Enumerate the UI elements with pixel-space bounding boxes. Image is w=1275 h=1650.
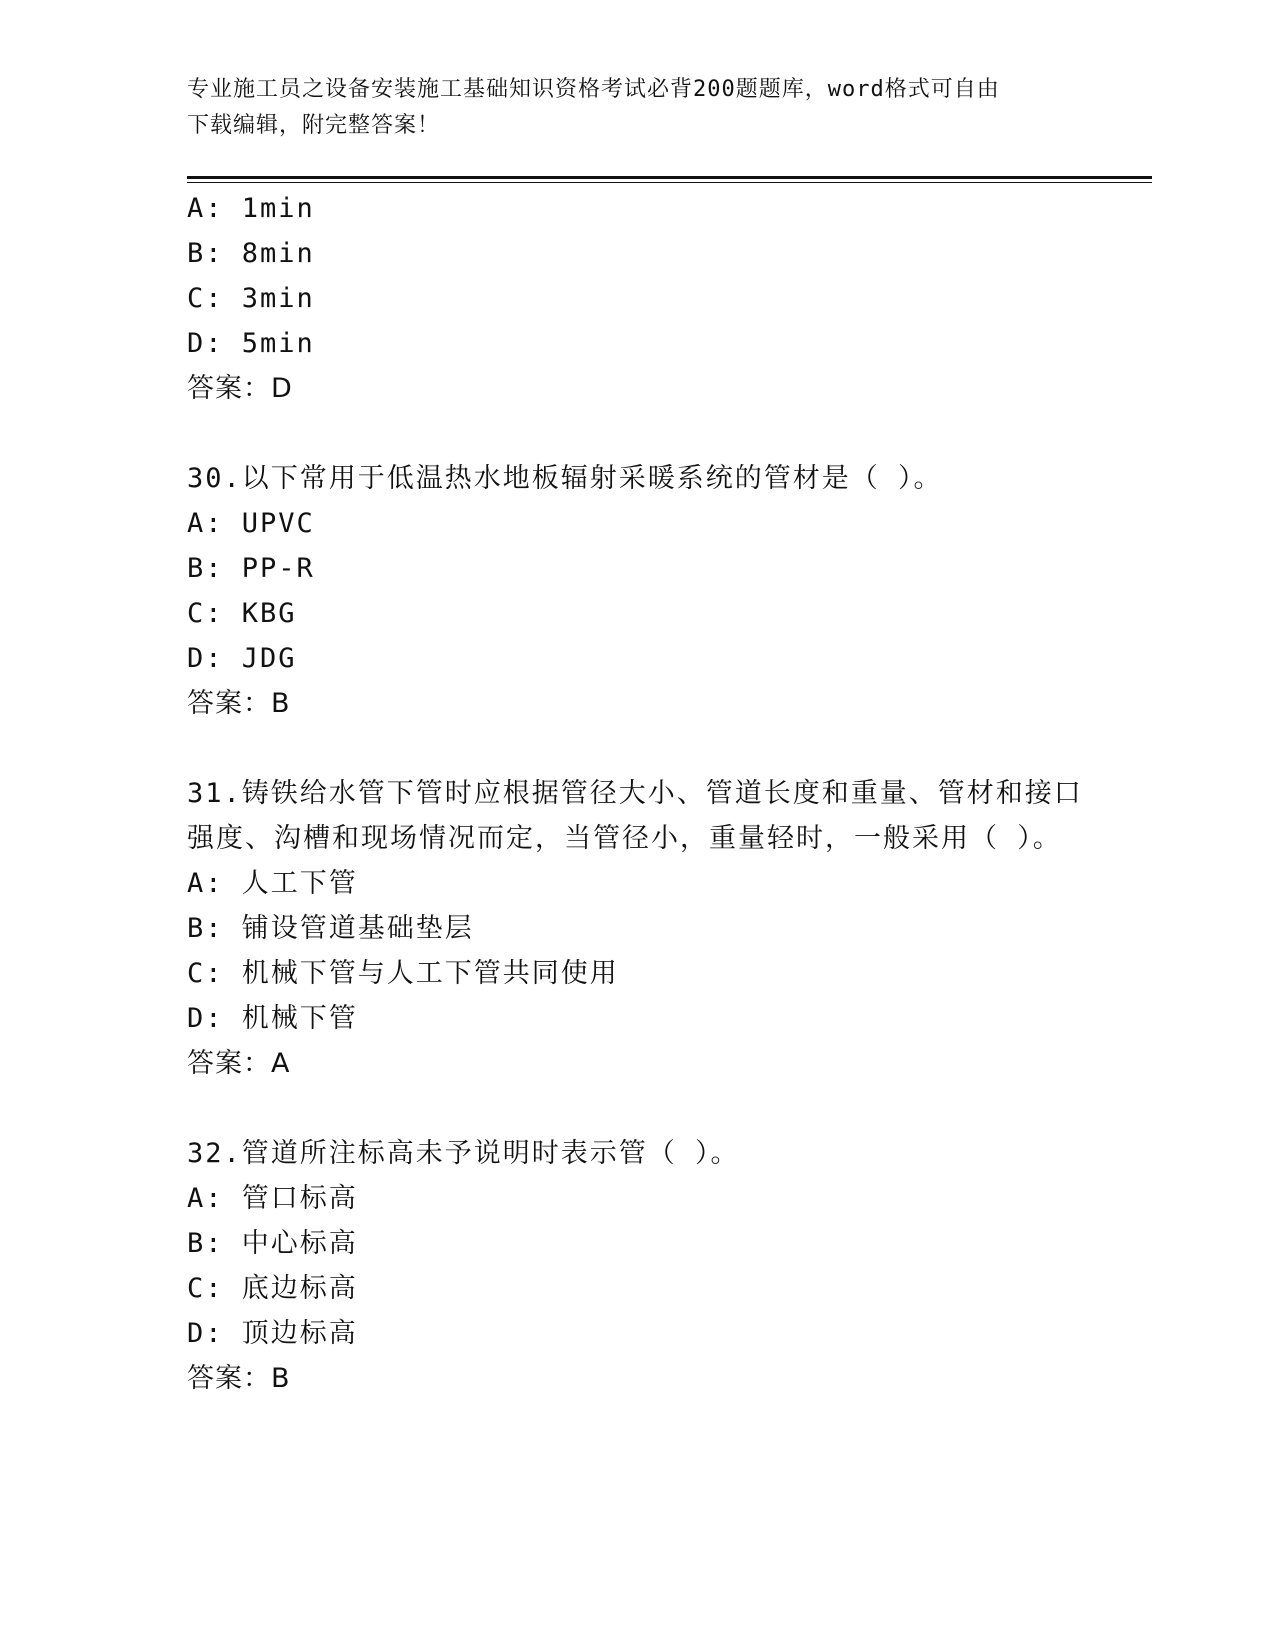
q32-stem: 32.管道所注标高未予说明时表示管（ ）。 xyxy=(187,1138,740,1169)
q31-stem-line-1: 31.铸铁给水管下管时应根据管径大小、管道长度和重量、管材和接口 xyxy=(187,778,1083,809)
q29-option-b: B: 8min xyxy=(187,238,315,269)
q32-option-c: C: 底边标高 xyxy=(187,1273,358,1304)
q31-option-c: C: 机械下管与人工下管共同使用 xyxy=(187,958,619,989)
q32-option-b: B: 中心标高 xyxy=(187,1228,358,1259)
q32-option-a: A: 管口标高 xyxy=(187,1183,358,1214)
q30-option-b: B: PP-R xyxy=(187,553,315,584)
q30-option-d: D: JDG xyxy=(187,643,297,674)
q30-stem: 30.以下常用于低温热水地板辐射采暖系统的管材是（ ）。 xyxy=(187,463,943,494)
q31-option-a: A: 人工下管 xyxy=(187,868,358,899)
header-divider-thin xyxy=(187,182,1152,183)
q32-answer: 答案：B xyxy=(187,1363,291,1394)
q29-answer: 答案：D xyxy=(187,373,293,404)
q30-answer: 答案：B xyxy=(187,688,291,719)
q31-stem-line-2: 强度、沟槽和现场情况而定，当管径小，重量轻时，一般采用（ ）。 xyxy=(187,823,1062,854)
q31-option-d: D: 机械下管 xyxy=(187,1003,358,1034)
header-line-2: 下载编辑，附完整答案！ xyxy=(187,113,441,138)
q29-option-a: A: 1min xyxy=(187,193,315,224)
header-divider-thick xyxy=(187,176,1152,179)
q29-option-d: D: 5min xyxy=(187,328,315,359)
document-header xyxy=(187,72,1067,144)
header-line-1: 专业施工员之设备安装施工基础知识资格考试必背200题题库，word格式可自由 xyxy=(187,77,1000,102)
q32-option-d: D: 顶边标高 xyxy=(187,1318,358,1349)
q29-option-c: C: 3min xyxy=(187,283,315,314)
q31-option-b: B: 铺设管道基础垫层 xyxy=(187,913,474,944)
q30-option-a: A: UPVC xyxy=(187,508,315,539)
q31-answer: 答案：A xyxy=(187,1048,291,1079)
q30-option-c: C: KBG xyxy=(187,598,297,629)
